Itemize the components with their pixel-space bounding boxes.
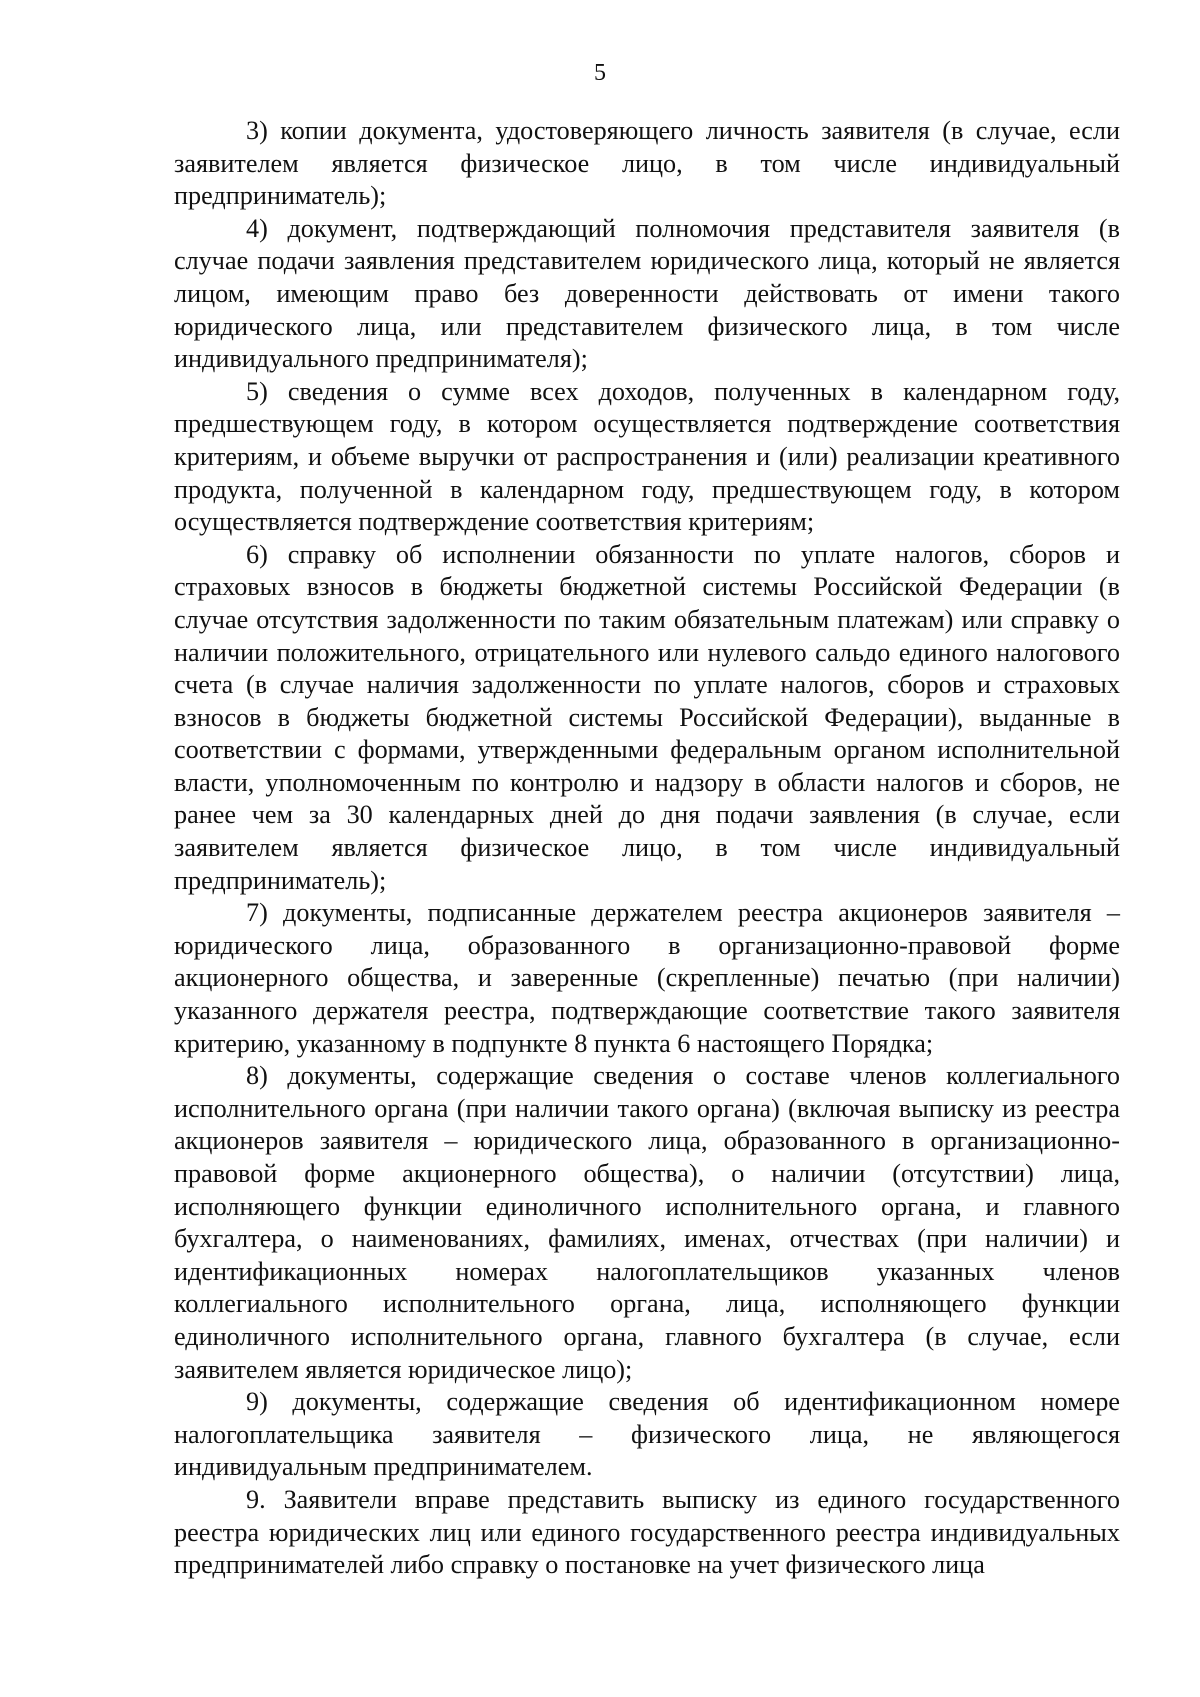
paragraph-item-4: 4) документ, подтверждающий полномочия представителя заявителя (в случае подачи заявления представителем юридического лица, который не является лицом, имеющим право без доверенности действовать от имени такого юридического лица, или представителем физического лица, в том числе индивидуального предпринимателя); [174,213,1120,374]
paragraph-item-7: 7) документы, подписанные держателем реестра акционеров заявителя – юридического лица, образованного в организационно-правовой форме акционерного общества, и заверенные (скрепленные) печатью (при наличии) указанного держателя реестра, подтверждающие соответствие такого заявителя критерию, указанному в подпункте 8 пункта 6 настоящего Порядка; [174,898,1120,1058]
paragraph-item-6: 6) справку об исполнении обязанности по уплате налогов, сборов и страховых взносов в бюджеты бюджетной системы Российской Федерации (в случае отсутствия задолженности по таким обязательным платежам) или справку о наличии положительного, отрицательного или нулевого сальдо единого налогового счета (в случае наличия задолженности по уплате налогов, сборов и страховых взносов в бюджеты бюджетной системы Российской Федерации), выданные в соответствии с формами, утвержденными федеральным органом исполнительной власти, уполномоченным по контролю и надзору в области налогов и сборов, не ранее чем за 30 календарных дней до дня подачи заявления (в случае, если заявителем является физическое лицо, в том числе индивидуальный предприниматель); [174,539,1120,895]
paragraph-item-8: 8) документы, содержащие сведения о составе членов коллегиального исполнительного органа (при наличии такого органа) (включая выписку из реестра акционеров заявителя – юридического лица, образованного в организационно-правовой форме акционерного общества), о наличии (отсутствии) лица, исполняющего функции единоличного исполнительного органа, и главного бухгалтера, о наименованиях, фамилиях, именах, отчествах (при наличии) и идентификационных номерах налогоплательщиков указанных членов коллегиального исполнительного органа, лица, исполняющего функции единоличного исполнительного органа, главного бухгалтера (в случае, если заявителем является юридическое лицо); [174,1061,1120,1384]
page-number: 5 [594,60,606,86]
paragraph-section-9: 9. Заявители вправе представить выписку из единого государственного реестра юридических лиц или единого государственного реестра индивидуальных предпринимателей либо справку о постановке на учет физического лица [174,1484,1120,1580]
paragraph-item-5: 5) сведения о сумме всех доходов, полученных в календарном году, предшествующем году, в котором осуществляется подтверждение соответствия критериям, и объеме выручки от распространения и (или) реализации креативного продукта, полученной в календарном году, предшествующем году, в котором осуществляется подтверждение соответствия критериям; [174,376,1120,537]
paragraph-item-9: 9) документы, содержащие сведения об идентификационном номере налогоплательщика заявителя – физического лица, не являющегося индивидуальным предпринимателем. [174,1387,1120,1482]
document-body [174,115,1120,1582]
paragraph-item-3: 3) копии документа, удостоверяющего личность заявителя (в случае, если заявителем является физическое лицо, в том числе индивидуальный предприниматель); [174,116,1120,211]
